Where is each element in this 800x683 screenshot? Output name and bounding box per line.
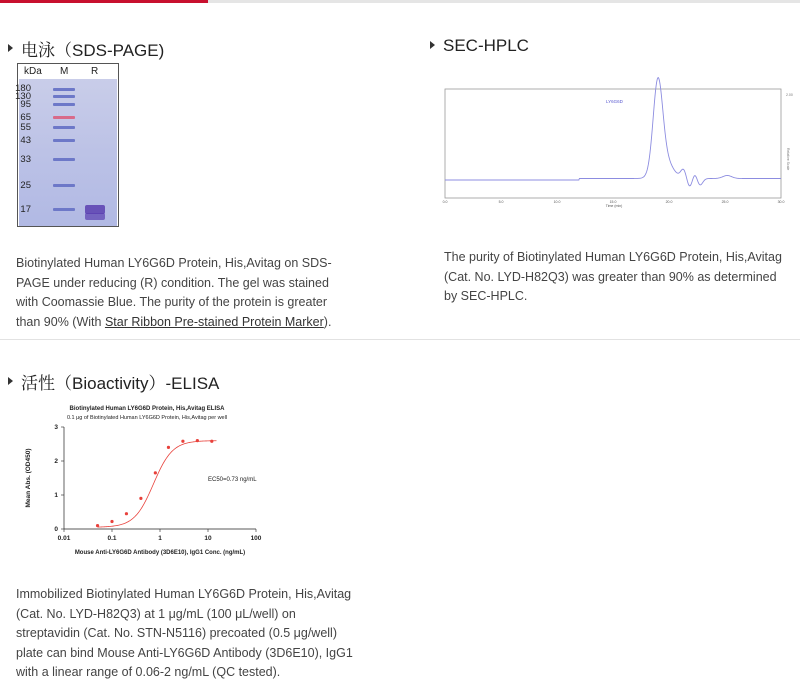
bullet-triangle-icon: [8, 44, 13, 52]
mw-label: 25: [20, 180, 31, 191]
mw-label: 33: [20, 154, 31, 165]
hplc-x-tick-label: 0.0: [442, 200, 448, 204]
elisa-points: [96, 439, 213, 527]
elisa-data-point: [181, 440, 184, 443]
elisa-data-point: [139, 497, 142, 500]
hplc-x-axis-title: Time (min): [605, 204, 623, 208]
elisa-data-point: [125, 512, 128, 515]
hplc-y-axis-title: Relative Scale: [786, 148, 790, 171]
elisa-chart: [22, 402, 282, 562]
marker-band: [53, 184, 75, 187]
marker-band: [53, 103, 75, 106]
hplc-x-tick-label: 25.0: [721, 200, 729, 204]
hplc-x-tick-label: 30.0: [777, 200, 785, 204]
elisa-section: [8, 369, 219, 394]
hplc-x-tick-label: 20.0: [665, 200, 673, 204]
sds-description: [16, 254, 354, 332]
elisa-description: Immobilized Biotinylated Human LY6G6D Protein, His,Avitag (Cat. No. LYD-H82Q3) at 1 μg/mL (100 μL/well) on streptavidin (Cat. No. STN-N5116) precoated (0.5 μg/well) plate can bind Mouse Anti-LY6G6D Antibody (3D6E10), IgG1 with a linear range of 0.06-2 ng/mL (QC tested).: [16, 587, 353, 679]
marker-band: [53, 126, 75, 129]
elisa-y-tick-label: 0: [54, 526, 58, 534]
elisa-data-point: [210, 440, 213, 443]
elisa-ticks: [54, 424, 261, 542]
elisa-chart-subtitle: 0.1 μg of Biotinylated Human LY6G6D Protein, His,Avitag per well: [66, 415, 228, 421]
elisa-y-tick-label: 3: [54, 424, 58, 432]
elisa-x-tick-label: 0.1: [107, 535, 117, 542]
gel-lane-r-label: R: [91, 66, 99, 77]
bullet-triangle-icon: [430, 41, 435, 49]
marker-band: [53, 208, 75, 211]
sds-gel-image: [17, 63, 119, 227]
sds-title: [8, 36, 164, 61]
hplc-trace-label: LY6G6D: [606, 99, 623, 104]
gel-lane-m-label: M: [60, 66, 69, 77]
elisa-x-tick-label: 10: [204, 535, 212, 542]
mw-label: 43: [20, 135, 31, 146]
hplc-y-tick: 2.00: [786, 93, 793, 97]
gel-kda-label: kDa: [24, 66, 42, 77]
sds-description-text: Biotinylated Human LY6G6D Protein, His,Avitag on SDS-PAGE under reducing (R) condition. The gel was stained with Coomassie Blue. The purity of the protein is greater than 90% (With: [16, 256, 332, 329]
mw-label: 130: [15, 91, 31, 102]
marker-band: [53, 88, 75, 91]
elisa-data-point: [154, 471, 157, 474]
mw-label: 65: [20, 112, 31, 123]
elisa-ec50-label: EC50=0.73 ng/mL: [208, 477, 257, 483]
sds-title-text: 电泳（SDS-PAGE): [21, 41, 165, 60]
elisa-y-tick-label: 2: [54, 458, 58, 466]
mw-label: 180: [15, 83, 31, 94]
mw-label: 95: [20, 99, 31, 110]
gel-header: [18, 64, 118, 80]
elisa-data-point: [196, 439, 199, 442]
elisa-x-tick-label: 0.01: [57, 535, 71, 542]
hplc-x-tick-label: 15.0: [609, 200, 617, 204]
hplc-section: [430, 36, 529, 56]
section-divider: [0, 339, 800, 340]
elisa-y-tick-label: 1: [54, 492, 58, 500]
mw-label: 55: [20, 122, 31, 133]
sds-description-end: ).: [323, 314, 332, 329]
elisa-data-point: [167, 446, 170, 449]
elisa-y-axis-title: Mean Abs. (OD450): [25, 448, 32, 508]
sample-band: [85, 213, 105, 220]
mw-label: 17: [20, 204, 31, 215]
marker-link[interactable]: Star Ribbon Pre-stained Protein Marker: [104, 314, 324, 329]
hplc-description: The purity of Biotinylated Human LY6G6D Protein, His,Avitag (Cat. No. LYD-H82Q3) was greater than 90% as determined by SEC-HPLC.: [444, 250, 782, 303]
marker-band: [53, 95, 75, 98]
gel-body: [15, 79, 117, 226]
sds-section: [8, 36, 164, 61]
elisa-x-axis-title: Mouse Anti-LY6G6D Antibody (3D6E10), IgG1 Conc. (ng/mL): [74, 550, 246, 556]
marker-band: [53, 139, 75, 142]
elisa-x-tick-label: 1: [158, 535, 162, 542]
hplc-x-tick-label: 5.0: [498, 200, 504, 204]
marker-band: [53, 116, 75, 119]
hplc-plot-frame: [445, 89, 781, 198]
hplc-title-text: SEC-HPLC: [443, 36, 529, 55]
elisa-fit-curve: [98, 441, 217, 527]
elisa-data-point: [96, 524, 99, 527]
hplc-x-tick-label: 10.0: [553, 200, 561, 204]
top-accent-bar: [0, 0, 208, 3]
marker-band: [53, 158, 75, 161]
elisa-data-point: [110, 520, 113, 523]
hplc-title: [430, 36, 529, 56]
elisa-title-text: 活性（Bioactivity）-ELISA: [21, 374, 220, 393]
elisa-x-tick-label: 100: [250, 535, 262, 542]
hplc-chart: [444, 88, 792, 208]
bullet-triangle-icon: [8, 377, 13, 385]
elisa-chart-title: Biotinylated Human LY6G6D Protein, His,Avitag ELISA: [69, 406, 225, 412]
elisa-title: [8, 369, 219, 394]
